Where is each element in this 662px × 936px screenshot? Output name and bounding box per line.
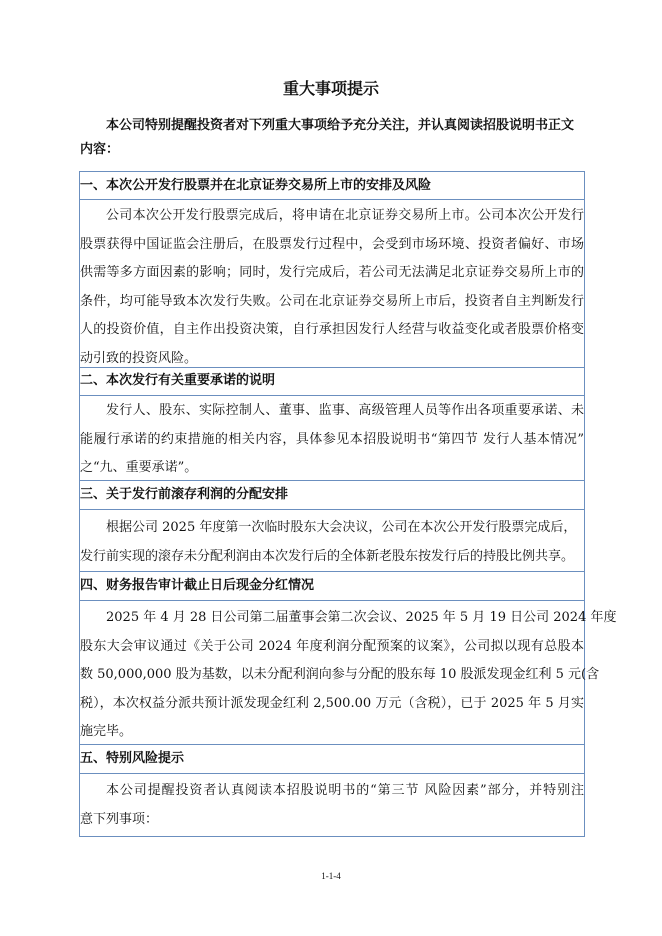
- section-divider: [80, 773, 585, 774]
- section-4-heading: 四、财务报告审计截止日后现金分红情况: [80, 578, 315, 593]
- text-line: 公司本次公开发行股票完成后，将申请在北京证券交易所上市。公司本次公开发行: [106, 208, 584, 223]
- section-3-heading: 三、关于发行前滚存利润的分配安排: [80, 487, 289, 502]
- text-line: 2025 年 4 月 28 日公司第二届董事会第二次会议、2025 年 5 月 19 日公司 2024 年度: [106, 610, 617, 625]
- section-2-heading: 二、本次发行有关重要承诺的说明: [80, 373, 276, 388]
- section-divider: [80, 199, 585, 200]
- text-line: 施完毕。: [80, 724, 133, 739]
- section-5-paragraph: [80, 777, 584, 834]
- text-line: 发行人、股东、实际控制人、董事、监事、高级管理人员等作出各项重要承诺、未: [106, 403, 584, 418]
- text-line: 供需等多方面因素的影响；同时，发行完成后，若公司无法满足北京证券交易所上市的: [80, 265, 584, 280]
- section-divider: [80, 367, 585, 368]
- text-line: 股票获得中国证监会注册后，在股票发行过程中，会受到市场环境、投资者偏好、市场: [80, 236, 584, 252]
- section-1-paragraph: [80, 202, 584, 373]
- text-line: 意下列事项：: [80, 811, 159, 827]
- text-line: 本公司提醒投资者认真阅读本招股说明书的“第三节 风险因素”部分，并特别注: [106, 783, 584, 798]
- text-line: 能履行承诺的约束措施的相关内容，具体参见本招股说明书“第四节 发行人基本情况”: [80, 431, 584, 447]
- intro-line: 内容：: [80, 142, 120, 157]
- text-line: 之“九、重要承诺”。: [80, 460, 198, 475]
- page-title: 重大事项提示: [282, 79, 379, 98]
- text-line: 税），本次权益分派共预计派发现金红利 2,500.00 万元（含税），已于 2025 年 5 月实: [80, 695, 584, 711]
- section-divider: [80, 395, 585, 396]
- section-divider: [80, 600, 585, 601]
- text-line: 根据公司 2025 年度第一次临时股东大会决议，公司在本次公开发行股票完成后，: [106, 520, 577, 535]
- section-1-heading: 一、本次公开发行股票并在北京证券交易所上市的安排及风险: [80, 178, 432, 193]
- text-line: 发行前实现的滚存未分配利润由本次发行后的全体新老股东按发行后的持股比例共享。: [80, 548, 575, 564]
- text-line: 条件，均可能导致本次发行失败。公司在北京证券交易所上市后，投资者自主判断发行: [80, 293, 584, 309]
- text-line: 人的投资价值，自主作出投资决策，自行承担因发行人经营与收益变化或者股票价格变: [80, 322, 584, 337]
- section-divider: [80, 509, 585, 510]
- section-divider: [80, 744, 585, 745]
- section-3-paragraph: [80, 514, 584, 571]
- section-divider: [80, 480, 585, 481]
- section-divider: [80, 571, 585, 572]
- intro-line: 本公司特别提醒投资者对下列重大事项给予充分关注，并认真阅读招股说明书正文: [106, 118, 575, 133]
- section-5-heading: 五、特别风险提示: [80, 751, 185, 766]
- section-2-paragraph: [80, 397, 584, 483]
- text-line: 动引致的投资风险。: [80, 350, 198, 366]
- section-4-paragraph: [80, 604, 617, 747]
- intro-paragraph: [80, 114, 590, 162]
- page-number: 1-1-4: [321, 871, 341, 881]
- text-line: 数 50,000,000 股为基数，以未分配利润向参与分配的股东每 10 股派发现金红利 5 元(含: [80, 667, 600, 682]
- text-line: 股东大会审议通过《关于公司 2024 年度利润分配预案的议案》，公司拟以现有总股本: [80, 638, 584, 654]
